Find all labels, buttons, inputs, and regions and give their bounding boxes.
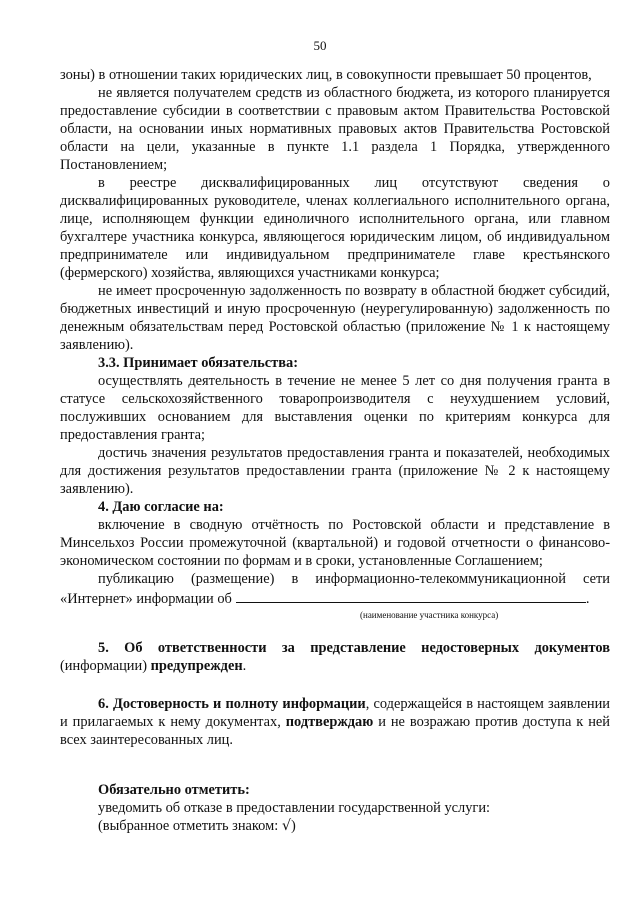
checkmark-icon: √ <box>281 818 291 834</box>
mandatory-mark-instruction: (выбранное отметить знаком: √) <box>98 818 296 834</box>
paragraph-consent-reporting: включение в сводную отчётность по Ростовской области и представление в Минсельхоз России промежуточной (квартальной) и годовой отчетности о финансово-экономическом состоянии по формам и в сроки, установленные Соглашением; <box>60 517 610 569</box>
paragraph-obligation-activity: осуществлять деятельность в течение не менее 5 лет со дня получения гранта в статусе сельскохозяйственного товаропроизводителя с неухудшением условий, послуживших основанием для выставления оценки по критериям конкурса для предоставления гранта; <box>60 373 610 443</box>
section-5-responsibility: 5. Об ответственности за представление недостоверных документов (информации) предупрежден. <box>60 640 610 674</box>
mandatory-mark-notify: уведомить об отказе в предоставлении государственной услуги: <box>98 800 491 816</box>
paragraph-disqualified-registry: в реестре дисквалифицированных лиц отсутствуют сведения о дисквалифицированных руководителе, членах коллегиального исполнительного органа, лице, исполняющем функции единоличного исполнительного органа, или главном бухгалтере участника конкурса, являющегося юридическим лицом, об индивидуальном предпринимателе или индивидуальном предпринимателе главе крестьянского (фермерского) хозяйства, являющихся участниками конкурса; <box>60 175 610 281</box>
publication-text: публикацию (размещение) в информационно-телекоммуникационной сети «Интернет» информации об <box>60 571 610 607</box>
paragraph-no-debt: не имеет просроченную задолженность по возврату в областной бюджет субсидий, бюджетных инвестиций и иную просроченную (неурегулированную) задолженность по денежным обязательствам перед Ростовской областью (приложение № 1 к настоящему заявлению). <box>60 283 610 353</box>
paragraph-zones: зоны) в отношении таких юридических лиц, в совокупности превышает 50 процентов, <box>60 67 592 83</box>
heading-4: 4. Даю согласие на: <box>98 499 224 515</box>
section-6-reliability: 6. Достоверность и полноту информации, содержащейся в настоящем заявлении и прилагаемых к нему документах, подтверждаю и не возражаю против доступа к ней всех заинтересованных лиц. <box>60 696 610 748</box>
participant-name-field[interactable] <box>236 588 586 603</box>
document-body <box>60 66 610 835</box>
paragraph-obligation-results: достичь значения результатов предоставления гранта и показателей, необходимых для достижения результатов предоставлении гранта (приложение № 2 к настоящему заявлению). <box>60 445 610 497</box>
paragraph-not-recipient: не является получателем средств из областного бюджета, из которого планируется предоставление субсидии в соответствии с правовым актом Правительства Ростовской области, на основании иных нормативных правовых актов Правительства Ростовской области на цели, указанные в пункте 1.1 раздела 1 Порядка, утвержденного Постановлением; <box>60 85 610 173</box>
page-number: 50 <box>313 38 327 53</box>
participant-name-caption: (наименование участника конкурса) <box>360 610 499 620</box>
heading-3-3: 3.3. Принимает обязательства: <box>98 355 298 371</box>
paragraph-consent-publication: публикацию (размещение) в информационно-телекоммуникационной сети «Интернет» информации об . <box>60 571 610 607</box>
mandatory-mark-heading: Обязательно отметить: <box>98 782 250 798</box>
